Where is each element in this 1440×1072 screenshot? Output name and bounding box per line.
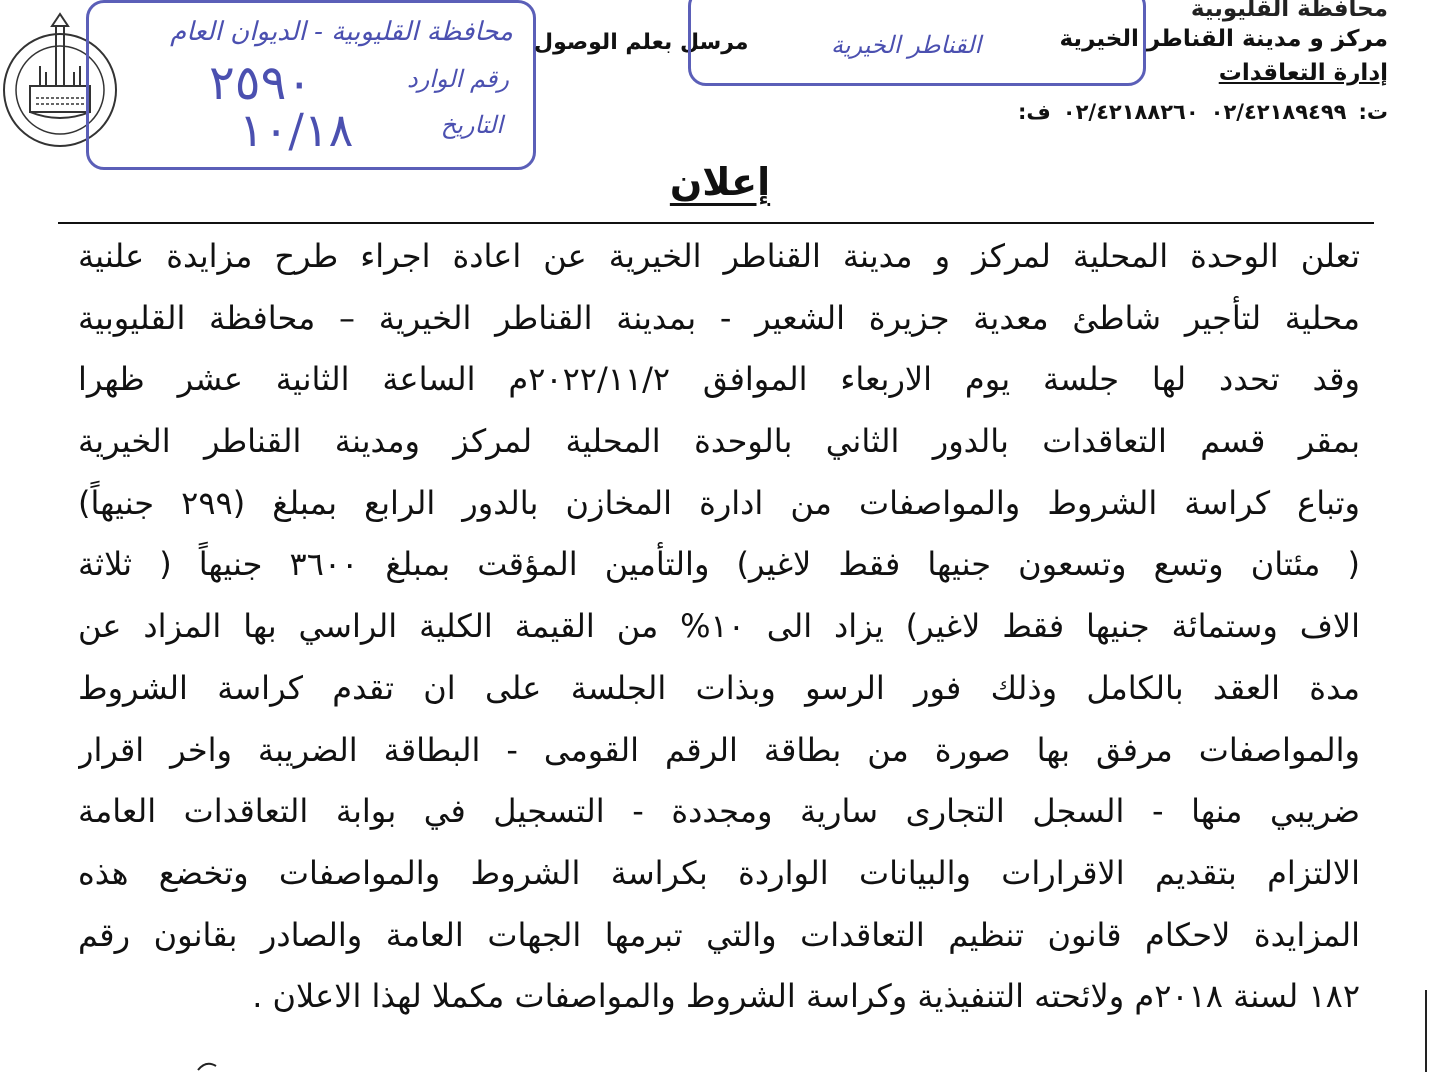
- stamp-registry-line: محافظة القليوبية - الديوان العام: [170, 17, 513, 47]
- notice-line: وتباع كراسة الشروط والمواصفات من ادارة المخازن بالدور الرابع بمبلغ (٢٩٩ جنيهاً): [78, 483, 1360, 522]
- sent-note: مرسل بعلم الوصول: [534, 30, 749, 55]
- header-divider: [58, 222, 1374, 224]
- letterhead-governorate: محافظة القليوبية: [1190, 0, 1388, 22]
- phone-number-1: ٠٢/٤٢١٨٨٢٦٠: [1062, 100, 1199, 124]
- notice-line: بمقر قسم التعاقدات بالدور الثاني بالوحدة المحلية لمركز ومدينة القناطر الخيرية: [78, 422, 1360, 461]
- stamp-date-value: ١٠/١٨: [239, 103, 354, 157]
- notice-line: ضريبي منها - السجل التجارى سارية ومجددة - التسجيل في بوابة التعاقدات العامة: [78, 792, 1360, 831]
- phone-number-2: ٠٢/٤٢١٨٩٤٩٩: [1210, 100, 1347, 124]
- stamp-incoming-number: ٢٥٩٠: [209, 55, 313, 111]
- registry-stamp: [86, 0, 536, 170]
- phone-label: ت:: [1358, 100, 1388, 124]
- notice-line: المزايدة لاحكام قانون تنظيم التعاقدات والتي تبرمها الجهات العامة والصادر بقانون رقم: [78, 915, 1360, 954]
- stamp-incoming-label: رقم الوارد: [407, 65, 509, 93]
- notice-line: ١٨٢ لسنة ٢٠١٨م ولائحته التنفيذية وكراسة الشروط والمواصفات مكملا لهذا الاعلان .: [252, 977, 1360, 1016]
- notice-body: [78, 226, 1360, 1028]
- notice-title-text: إعلان: [669, 160, 771, 204]
- notice-line: محلية لتأجير شاطئ معدية جزيرة الشعير - بمدينة القناطر الخيرية – محافظة القليوبية: [78, 298, 1360, 337]
- notice-title: [0, 160, 1440, 204]
- notice-line: والمواصفات مرفق بها صورة من بطاقة الرقم القومى - البطاقة الضريبة واخر اقرار: [78, 730, 1360, 769]
- notice-line: وقد تحدد لها جلسة يوم الاربعاء الموافق ٢٠٢٢/١١/٢م الساعة الثانية عشر ظهرا: [78, 360, 1360, 399]
- notice-line: ( مئتان وتسع وتسعون جنيها فقط لاغير) والتأمين المؤقت بمبلغ ٣٦٠٠ جنيهاً ( ثلاثة: [78, 545, 1360, 584]
- secondary-stamp-text: القناطر الخيرية: [831, 31, 982, 59]
- letterhead-city: مركز و مدينة القناطر الخيرية: [1059, 26, 1388, 52]
- fax-label: ف:: [1018, 100, 1051, 124]
- letterhead: [1059, 0, 1388, 90]
- letterhead-department: إدارة التعاقدات: [1218, 60, 1388, 86]
- ink-mark-icon: [196, 1056, 220, 1072]
- notice-line: الالتزام بتقديم الاقرارات والبيانات الواردة بكراسة الشروط والمواصفات وتخضع هذه: [78, 853, 1360, 892]
- notice-line: الاف وستمائة جنيها فقط لاغير) يزاد الى ١٠% من القيمة الكلية الراسي بها المزاد عن: [78, 607, 1360, 646]
- stamp-date-label: التاريخ: [440, 111, 503, 139]
- notice-line: مدة العقد بالكامل وذلك فور الرسو وبذات الجلسة على ان تقدم كراسة الشروط: [78, 668, 1360, 707]
- edge-line: [1425, 990, 1427, 1072]
- notice-line: تعلن الوحدة المحلية لمركز و مدينة القناطر الخيرية عن اعادة اجراء طرح مزايدة علنية: [78, 237, 1360, 275]
- contact-line: [1006, 100, 1388, 124]
